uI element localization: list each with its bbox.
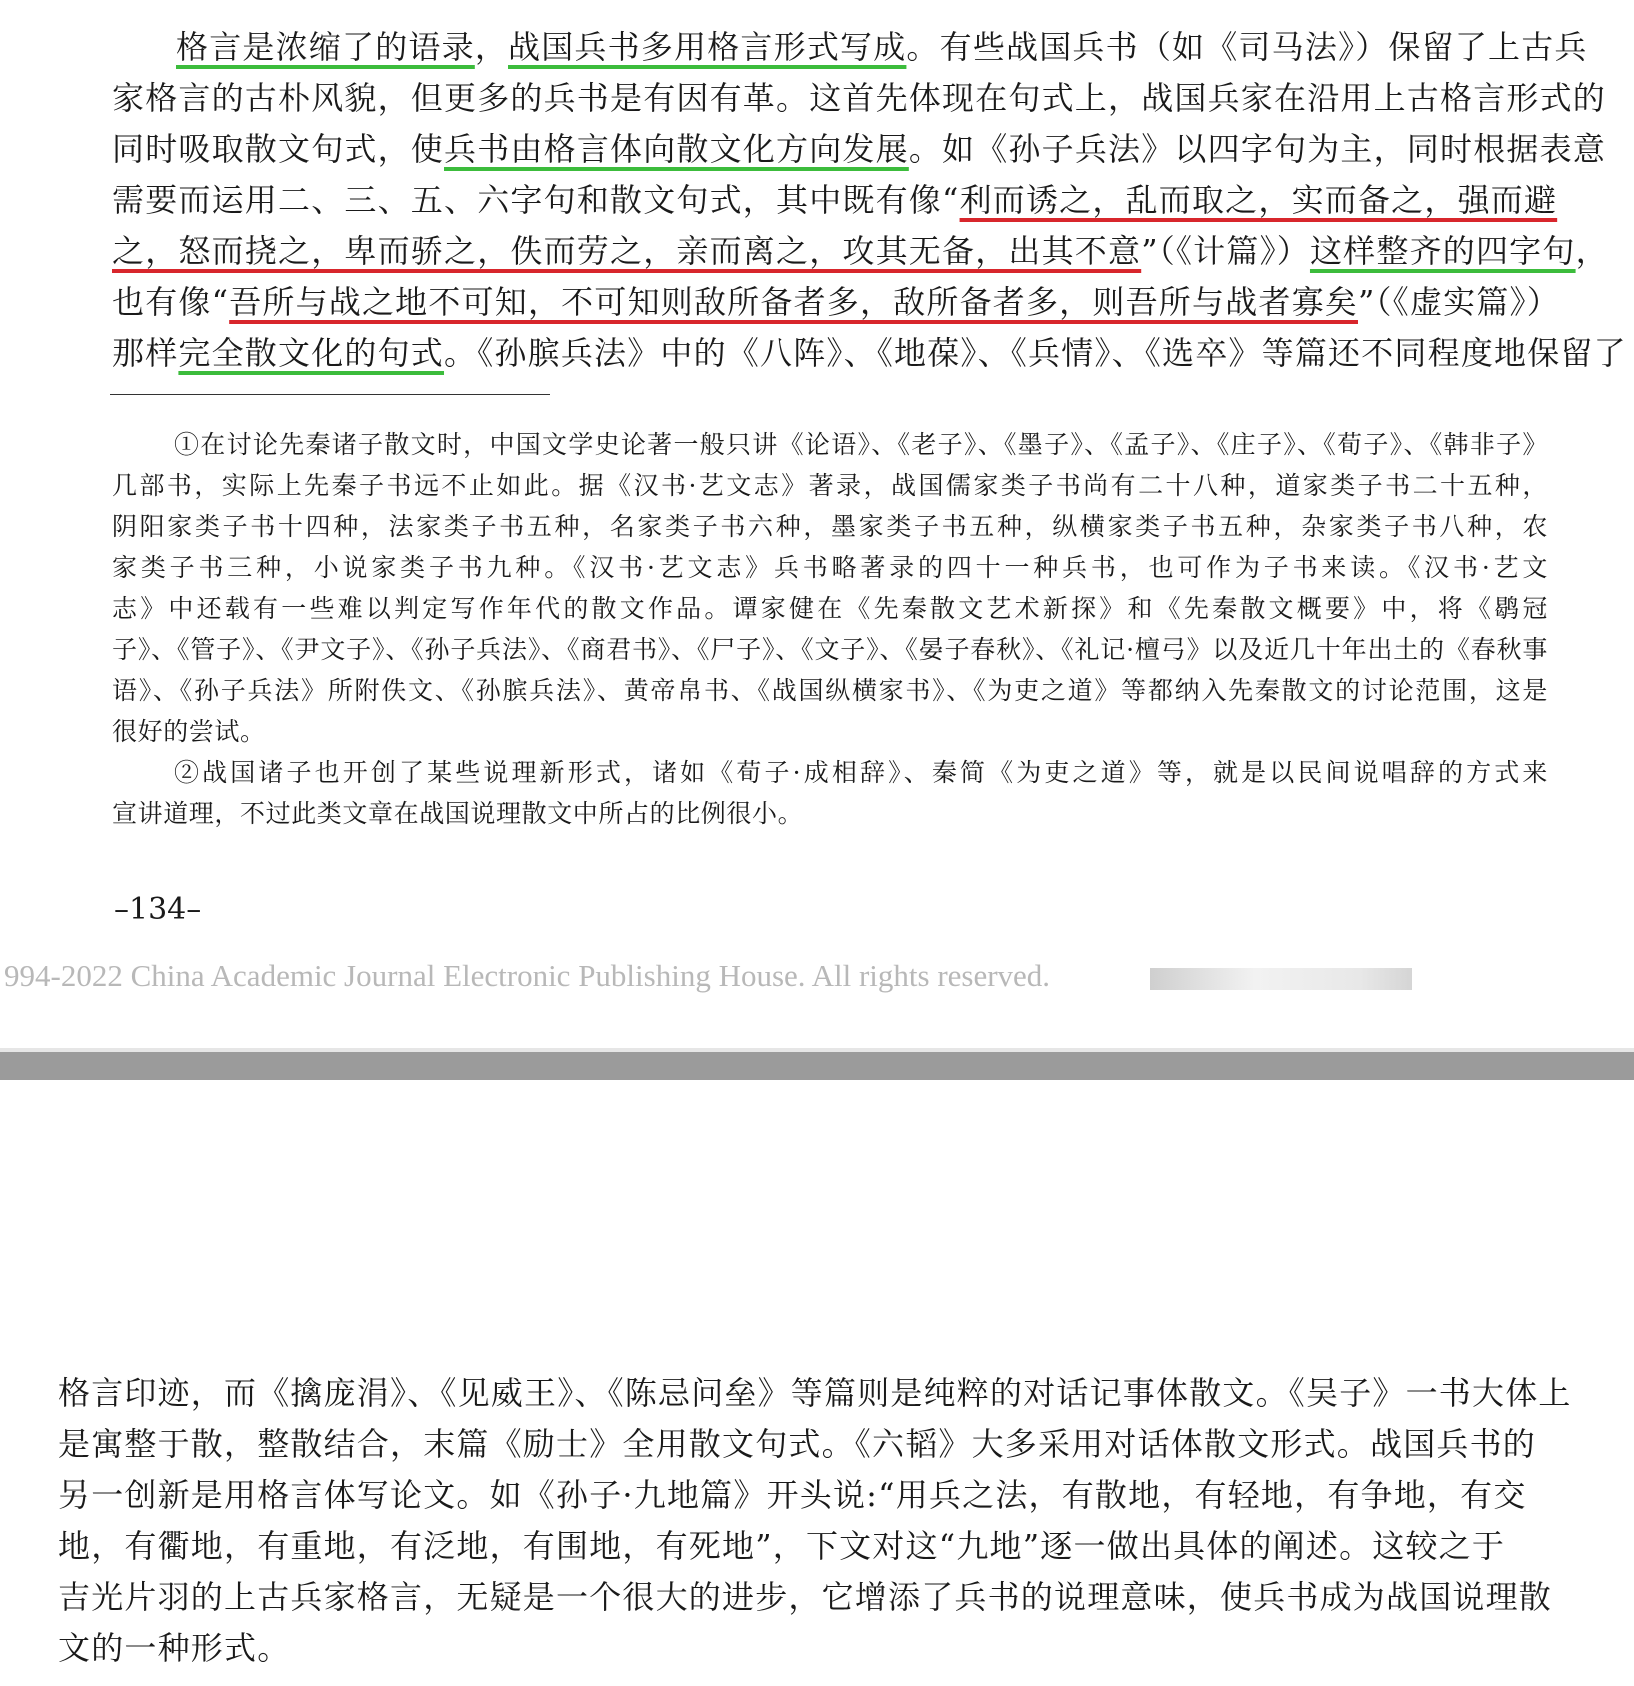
red-underline-text: 之，怒而挠之，卑而骄之，佚而劳之，亲而离之，攻其无备，出其不意 [112,232,1142,270]
footnote-line: 很好的尝试。 [112,717,266,746]
text-line [112,124,1607,175]
red-underline-text: 吾所与战之地不可知，不可知则敌所备者多，敌所备者多，则吾所与战者寡矣 [229,283,1358,321]
text-line: 另一创新是用格言体写论文。如《孙子·九地篇》开头说:“用兵之法，有散地，有轻地，有争地，有交 [58,1476,1527,1514]
text-run: ， [1575,232,1609,270]
text-run: 。《孙膑兵法》中的《八阵》、《地葆》、《兵情》、《选卒》等篇还不同程度地保留了 [444,334,1627,372]
text-run: ”（《计篇》） [1141,232,1310,270]
footnote-divider [110,394,550,395]
copyright-notice [4,958,1050,994]
text-line [112,175,1558,226]
footnotes [112,424,1548,834]
text-line: 地，有衢地，有重地，有泛地，有围地，有死地”，下文对这“九地”逐一做出具体的阐述。这较之于 [58,1527,1506,1565]
footnote-line: 志》中还载有一些难以判定写作年代的散文作品。谭家健在《先秦散文艺术新探》和《先秦散文概要》中，将《鹖冠 [112,594,1548,623]
green-underline-text: 兵书由格言体向散文化方向发展 [444,130,909,168]
copyright-text: 994-2022 China Academic Journal Electronic Publishing House. All rights reserved. [4,958,1051,993]
main-paragraph [112,22,1627,379]
text-run: 也有像“ [112,283,230,321]
text-line [112,73,1607,124]
page-number: –134– [114,892,202,927]
footnote-line: 宣讲道理，不过此类文章在战国说理散文中所占的比例很小。 [112,799,804,828]
footnote-line: 语》、《孙子兵法》所附佚文、《孙膑兵法》、黄帝帛书、《战国纵横家书》、《为吏之道》等都纳入先秦散文的讨论范围，这是 [112,676,1548,705]
footnote-line: 阴阳家类子书十四种，法家类子书五种，名家类子书六种，墨家类子书五种，纵横家类子书五种，杂家类子书八种，农 [112,512,1548,541]
green-underline-text: 这样整齐的四字句 [1309,232,1576,270]
text-line: 吉光片羽的上古兵家格言，无疑是一个很大的进步，它增添了兵书的说理意味，使兵书成为战国说理散 [58,1578,1553,1616]
text-line: 文的一种形式。 [58,1629,291,1667]
text-line [112,328,1627,379]
footnote-line: ①在讨论先秦诸子散文时，中国文学史论著一般只讲《论语》、《老子》、《墨子》、《孟子》、《庄子》、《荀子》、《韩非子》 [174,430,1548,459]
text-line: 是寓整于散，整散结合，末篇《励士》全用散文句式。《六韬》大多采用对话体散文形式。战国兵书的 [58,1425,1537,1463]
footnote-line: ②战国诸子也开创了某些说理新形式，诸如《荀子·成相辞》、秦简《为吏之道》等，就是以民间说唱辞的方式来 [174,758,1548,787]
text-line: 格言印迹，而《擒庞涓》、《见威王》、《陈忌问垒》等篇则是纯粹的对话记事体散文。《吴子》一书大体上 [58,1374,1572,1412]
text-run: 。如《孙子兵法》以四字句为主，同时根据表意 [908,130,1607,168]
text-run: 同时吸取散文句式，使 [112,130,445,168]
text-run: ”（《虚实篇》） [1357,283,1560,321]
text-run: 家格言的古朴风貌，但更多的兵书是有因有革。这首先体现在句式上，战国兵家在沿用上古格言形式的 [112,79,1607,117]
text-run: ， [474,28,509,66]
footnote-line: 家类子书三种，小说家类子书九种。《汉书·艺文志》兵书略著录的四十一种兵书，也可作为子书来读。《汉书·艺文 [112,553,1548,582]
text-line [112,226,1609,277]
green-underline-text: 格言是浓缩了的语录 [176,28,475,66]
red-underline-text: 利而诱之，乱而取之，实而备之，强而避 [959,181,1558,219]
text-line [112,22,1588,73]
green-underline-text: 完全散文化的句式 [178,334,445,372]
text-run: 。有些战国兵书（如《司马法》）保留了上古兵 [906,28,1588,66]
page-separator [0,1052,1634,1080]
green-underline-text: 战国兵书多用格言形式写成 [508,28,907,66]
continued-paragraph [58,1368,1572,1674]
text-run: 那样 [112,334,179,372]
footnote-line: 子》、《管子》、《尹文子》、《孙子兵法》、《商君书》、《尸子》、《文子》、《晏子春秋》、《礼记·檀弓》以及近几十年出土的《春秋事 [112,635,1548,664]
footnote-line: 几部书，实际上先秦子书远不止如此。据《汉书·艺文志》著录，战国儒家类子书尚有二十八种，道家类子书二十五种， [112,471,1548,500]
redaction-bar [1150,968,1412,990]
text-run: 需要而运用二、三、五、六字句和散文句式，其中既有像“ [112,181,960,219]
text-line [112,277,1560,328]
